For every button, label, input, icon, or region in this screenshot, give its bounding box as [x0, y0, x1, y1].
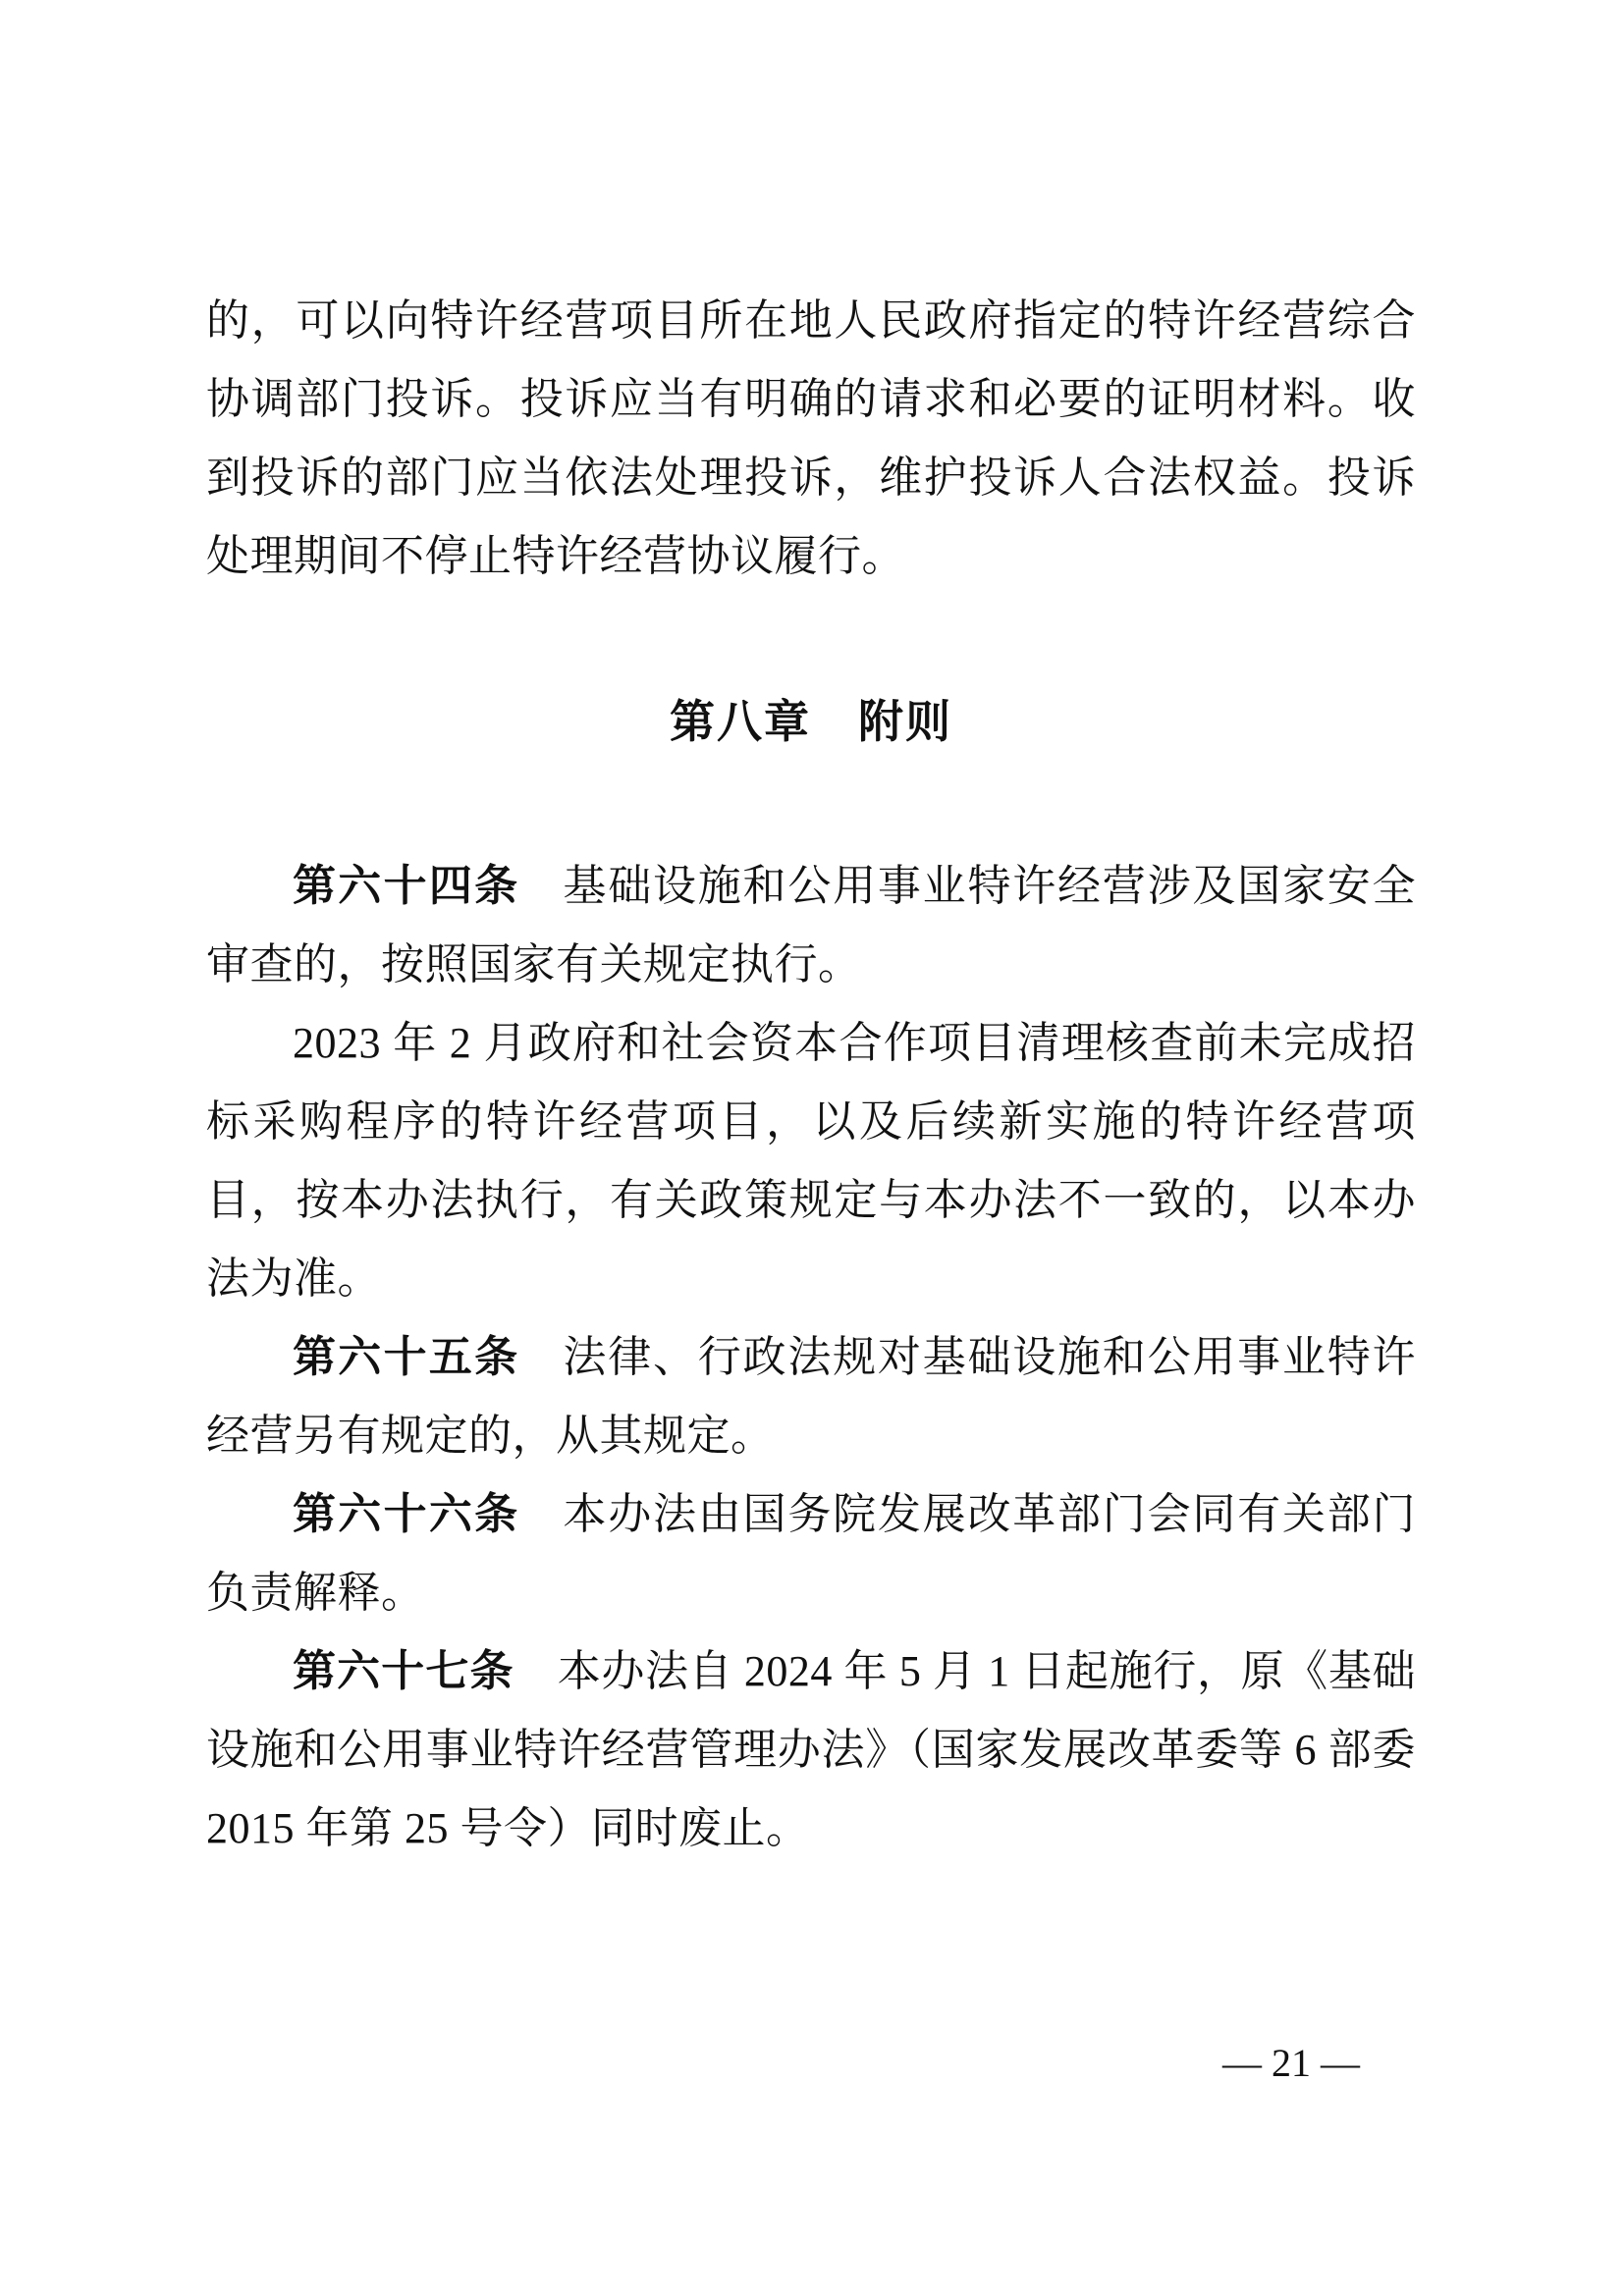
- page-number: — 21 —: [1222, 2041, 1360, 2085]
- article-64-number: 第六十四条: [293, 862, 520, 910]
- paragraph-complaint-continuation: 的，可以向特许经营项目所在地人民政府指定的特许经营综合协调部门投诉。投诉应当有明确的请求和必要的证明材料。收到投诉的部门应当依法处理投诉，维护投诉人合法权益。投诉处理期间不停止特许经营协议履行。: [206, 296, 1416, 580]
- article-65-number: 第六十五条: [293, 1333, 520, 1381]
- article-67-paragraph: [206, 1632, 1416, 1868]
- article-66-text: 本办法由国务院发展改革部门会同有关部门负责解释。: [206, 1490, 1417, 1617]
- article-64-paragraph: [206, 847, 1416, 1004]
- article-67-text: 本办法自 2024 年 5 月 1 日起施行，原《基础设施和公用事业特许经营管理办法》（国家发展改革委等 6 部委 2015 年第 25 号令）同时废止。: [206, 1647, 1417, 1852]
- article-66-number: 第六十六条: [293, 1490, 520, 1538]
- paragraph-2023-transition: 2023 年 2 月政府和社会资本合作项目清理核查前未完成招标采购程序的特许经营项目，以及后续新实施的特许经营项目，按本办法执行，有关政策规定与本办法不一致的，以本办法为准。: [206, 1019, 1416, 1303]
- document-body: [206, 282, 1416, 1868]
- article-65-text: 法律、行政法规对基础设施和公用事业特许经营另有规定的，从其规定。: [206, 1333, 1417, 1460]
- article-65-paragraph: [206, 1318, 1416, 1475]
- chapter-8-heading: 第八章 附则: [670, 696, 952, 747]
- article-67-number: 第六十七条: [293, 1647, 514, 1695]
- article-66-paragraph: [206, 1475, 1416, 1632]
- article-64-text: 基础设施和公用事业特许经营涉及国家安全审查的，按照国家有关规定执行。: [206, 862, 1417, 988]
